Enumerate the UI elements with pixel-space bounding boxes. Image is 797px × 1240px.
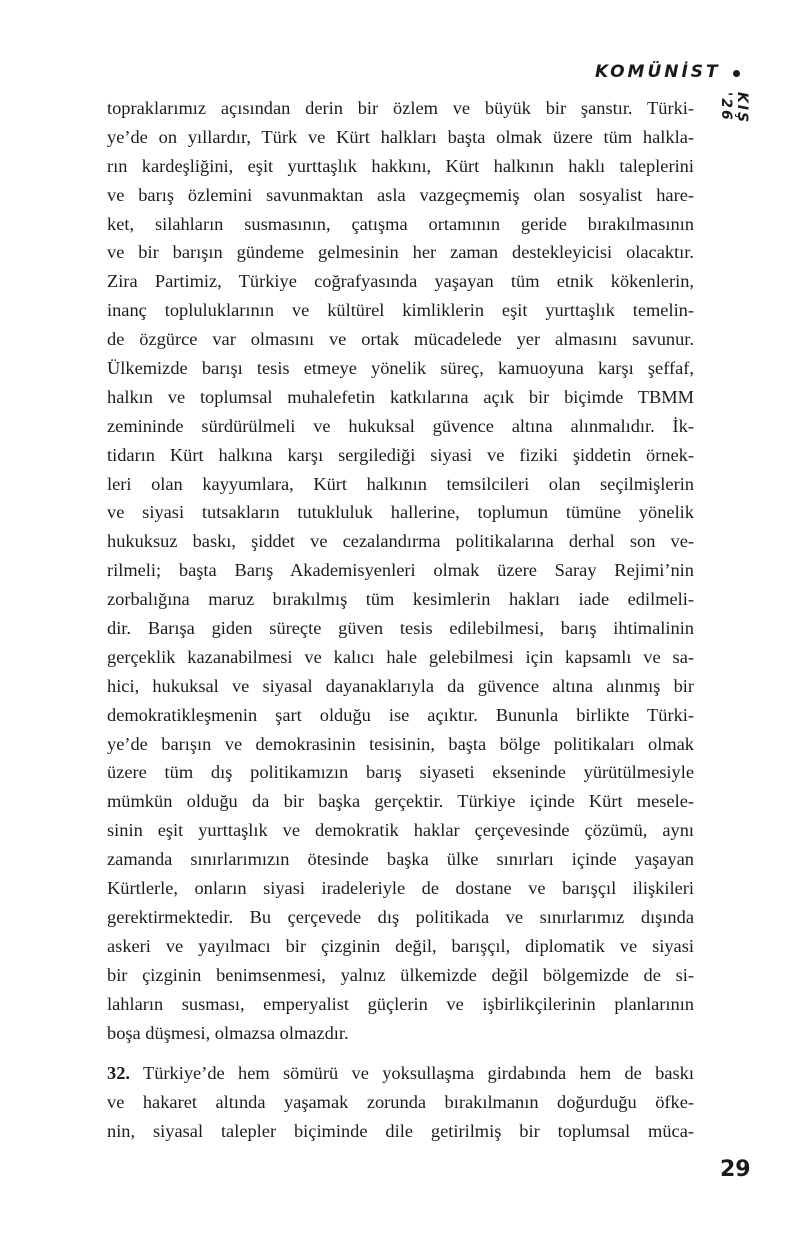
text-line: tidarın Kürt halkına karşı sergilediği siyasi ve fiziki şiddetin örnek- bbox=[107, 444, 694, 465]
text-line: hukuksuz baskı, şiddet ve cezalandırma politikalarına derhal son ve- bbox=[107, 531, 694, 552]
text-line: topraklarımız açısından derin bir özlem ve büyük bir şanstır. Türki- bbox=[107, 98, 694, 118]
text-line: Kürtlerle, onların siyasi iradeleriyle de dostane ve barışçıl ilişkileri bbox=[107, 878, 694, 899]
text-line: de özgürce var olmasını ve ortak mücadelede yer almasını savunur. bbox=[107, 329, 694, 350]
paragraph-gap bbox=[107, 1047, 694, 1059]
text-line: üzere tüm dış politikamızın barış siyaseti ekseninde yürütülmesiyle bbox=[107, 762, 694, 783]
text-line: Ülkemizde barışı tesis etmeye yönelik süreç, kamuoyuna karşı şeffaf, bbox=[107, 358, 694, 379]
text-line: demokratikleşmenin şart olduğu ise açıktır. Bununla birlikte Türki- bbox=[107, 704, 694, 725]
text-line: zorbalığına maruz bırakılmış tüm kesimlerin hakları iade edilmeli- bbox=[107, 589, 694, 610]
text-line: ve siyasi tutsakların tutukluluk hallerine, toplumun tümüne yönelik bbox=[107, 502, 694, 523]
text-line: boşa düşmesi, olmazsa olmazdır. bbox=[107, 1022, 349, 1043]
article-body bbox=[107, 94, 694, 1146]
text-line: nin, siyasal talepler biçiminde dile getirilmiş bir toplumsal müca- bbox=[107, 1121, 694, 1142]
text-line: ve barış özlemini savunmaktan asla vazgeçmemiş olan sosyalist hare- bbox=[107, 184, 694, 205]
text-line: halkın ve toplumsal muhalefetin katkılarına açık bir biçimde TBMM bbox=[107, 386, 694, 407]
magazine-title: KOMÜNİST bbox=[595, 62, 721, 82]
text-line: ve bir barışın gündeme gelmesinin her zaman destekleyicisi olacaktır. bbox=[107, 242, 694, 263]
issue-label: KIŞ '26 bbox=[718, 92, 750, 125]
text-line: askeri ve yayılmacı bir çizginin değil, barışçıl, diplomatik ve siyasi bbox=[107, 935, 694, 956]
text-line bbox=[107, 1059, 694, 1088]
text-line: leri olan kayyumlara, Kürt halkının temsilcileri olan seçilmişlerin bbox=[107, 473, 694, 494]
paragraph-31-continued bbox=[107, 94, 694, 1047]
text-line: ye’de barışın ve demokrasinin tesisinin, başta bölge politikaları olmak bbox=[107, 733, 694, 754]
text-line: Zira Partimiz, Türkiye coğrafyasında yaşayan tüm etnik kökenlerin, bbox=[107, 271, 694, 292]
text-line: ket, silahların susmasının, çatışma ortamının geride bırakılmasının bbox=[107, 213, 694, 234]
text-line: bir çizginin benimsenmesi, yalnız ülkemizde değil bölgemizde de si- bbox=[107, 964, 694, 985]
text-line: gerçeklik kazanabilmesi ve kalıcı hale gelebilmesi için kapsamlı ve sa- bbox=[107, 646, 694, 667]
page-number: 29 bbox=[720, 1157, 751, 1182]
text-line: ve hakaret altında yaşamak zorunda bırakılmanın doğurduğu öfke- bbox=[107, 1092, 694, 1113]
text-line: mümkün olduğu da bir başka gerçektir. Türkiye içinde Kürt mesele- bbox=[107, 791, 694, 812]
text-line: hici, hukuksal ve siyasal dayanaklarıyla da güvence altına alınmış bir bbox=[107, 675, 694, 696]
text-line: rilmeli; başta Barış Akademisyenleri olmak üzere Saray Rejimi’nin bbox=[107, 560, 694, 581]
text-line: sinin eşit yurttaşlık ve demokratik haklar çerçevesinde çözümü, aynı bbox=[107, 820, 694, 841]
item-number: 32. bbox=[107, 1063, 130, 1084]
text-line: rın kardeşliğini, eşit yurttaşlık hakkını, Kürt halkının haklı taleplerini bbox=[107, 155, 694, 176]
text-line: dir. Barışa giden süreçte güven tesis edilebilmesi, barış ihtimalinin bbox=[107, 618, 694, 639]
text-line: inanç topluluklarının ve kültürel kimliklerin eşit yurttaşlık temelin- bbox=[107, 300, 694, 321]
bullet-dot-icon bbox=[733, 70, 740, 77]
paragraph-32 bbox=[107, 1059, 694, 1146]
text-line: lahların susması, emperyalist güçlerin ve işbirlikçilerinin planlarının bbox=[107, 993, 694, 1014]
text-line: zemininde sürdürülmeli ve hukuksal güvence altına alınmalıdır. İk- bbox=[107, 415, 694, 436]
text-line: zamanda sınırlarımızın ötesinde başka ülke sınırları içinde yaşayan bbox=[107, 849, 694, 870]
text-line-content: Türkiye’de hem sömürü ve yoksullaşma girdabında hem de baskı bbox=[130, 1063, 694, 1084]
text-line: gerektirmektedir. Bu çerçevede dış politikada ve sınırlarımız dışında bbox=[107, 906, 694, 927]
text-line: ye’de on yıllardır, Türk ve Kürt halkları başta olmak üzere tüm halkla- bbox=[107, 126, 694, 147]
